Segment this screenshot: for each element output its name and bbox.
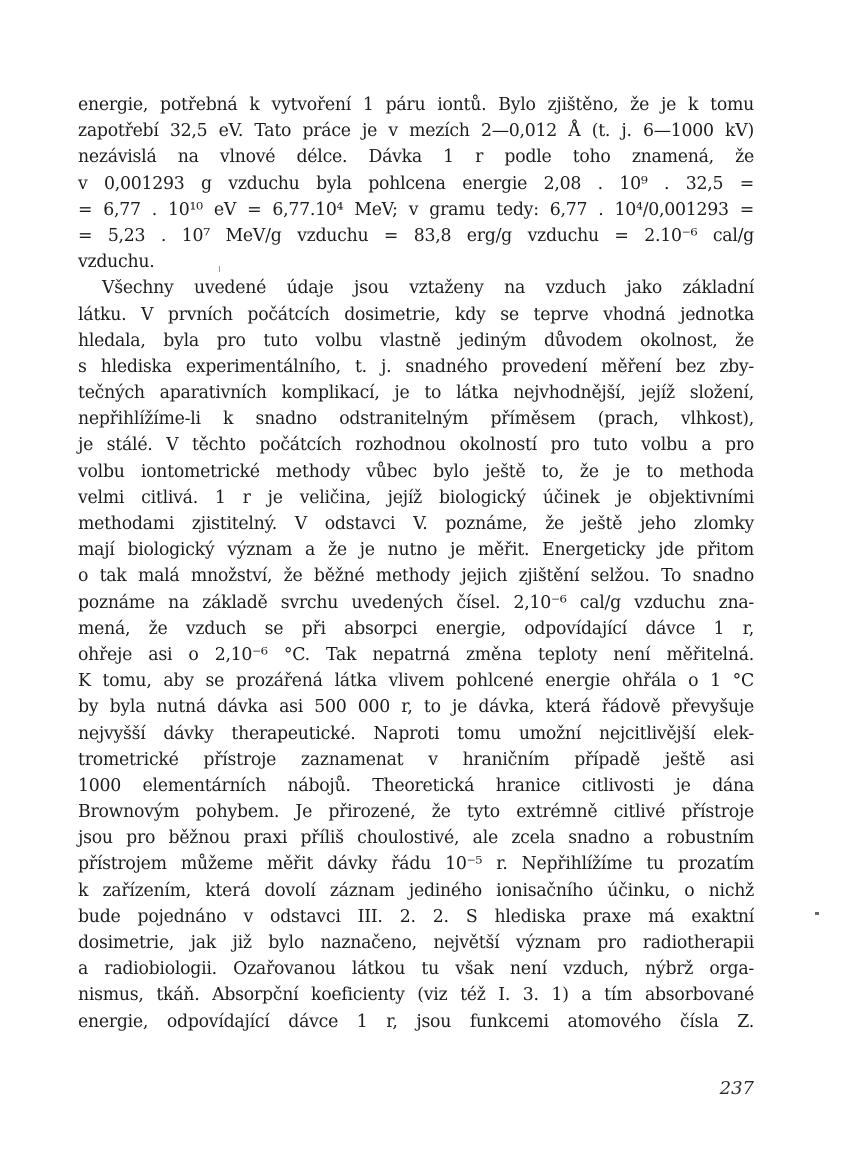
body-text	[78, 92, 754, 1035]
text-line: volbu iontometrické methody vůbec bylo ještě to, že je to methoda	[78, 461, 754, 482]
text-line: přístrojem můžeme měřit dávky řádu 10⁻⁵ r. Nepřihlížíme tu prozatím	[78, 854, 754, 875]
text-line: 1000 elementárních nábojů. Theoretická hranice citlivosti je dána	[78, 775, 754, 796]
text-line: velmi citlivá. 1 r je veličina, jejíž biologický účinek je objektivními	[78, 487, 754, 508]
text-line: bude pojednáno v odstavci III. 2. 2. S hlediska praxe má exaktní	[78, 906, 754, 927]
text-line: nepřihlížíme-li k snadno odstranitelným příměsem (prach, vlhkost),	[78, 409, 754, 430]
text-line: a radiobiologii. Ozařovanou látkou tu však není vzduch, nýbrž orga-	[78, 959, 754, 980]
text-line: trometrické přístroje zaznamenat v hraničním případě ještě asi	[78, 749, 754, 770]
scan-edge-mark	[815, 912, 819, 915]
text-line: s hlediska experimentálního, t. j. snadného provedení měření bez zby-	[78, 356, 754, 377]
text-line: zapotřebí 32,5 eV. Tato práce je v mezích 2—0,012 Å (t. j. 6—1000 kV)	[78, 121, 754, 142]
text-line: mená, že vzduch se při absorpci energie, odpovídající dávce 1 r,	[78, 618, 754, 639]
text-line: methodami zjistitelný. V odstavci V. poznáme, že ještě jeho zlomky	[78, 514, 754, 534]
text-line: je stálé. V těchto počátcích rozhodnou okolností pro tuto volbu a pro	[78, 435, 754, 456]
text-line: ohřeje asi o 2,10⁻⁶ °C. Tak nepatrná změna teploty není měřitelná.	[78, 644, 754, 665]
text-line: K tomu, aby se prozářená látka vlivem pohlcené energie ohřála o 1 °C	[78, 671, 754, 692]
text-line: jsou pro běžnou praxi příliš choulostivé, ale zcela snadno a robustním	[78, 828, 754, 849]
text-line: vzduchu.	[78, 252, 155, 273]
text-line: dosimetrie, jak již bylo naznačeno, největší význam pro radiotherapii	[78, 933, 754, 953]
text-line: hledala, byla pro tuto volbu vlastně jediným důvodem okolnost, že	[78, 330, 754, 351]
text-line: poznáme na základě svrchu uvedených čísel. 2,10⁻⁶ cal/g vzduchu zna-	[78, 592, 754, 613]
scan-speck	[219, 266, 220, 272]
text-line: nismus, tkáň. Absorpční koeficienty (viz též I. 3. 1) a tím absorbované	[78, 985, 754, 1006]
text-line: mají biologický význam a že je nutno je měřit. Energeticky jde přitom	[78, 540, 754, 561]
text-line: by byla nutná dávka asi 500 000 r, to je dávka, která řádově převyšuje	[78, 697, 754, 718]
text-line: energie, odpovídající dávce 1 r, jsou funkcemi atomového čísla Z.	[78, 1011, 754, 1032]
text-line: = 5,23 . 10⁷ MeV/g vzduchu = 83,8 erg/g vzduchu = 2.10⁻⁶ cal/g	[78, 225, 754, 246]
text-line: Brownovým pohybem. Je přirozené, že tyto extrémně citlivé přístroje	[78, 802, 754, 823]
text-line: energie, potřebná k vytvoření 1 páru iontů. Bylo zjištěno, že je k tomu	[78, 95, 754, 115]
text-line: k zařízením, která dovolí záznam jediného ionisačního účinku, o nichž	[78, 880, 754, 901]
page-number: 237	[719, 1078, 754, 1099]
text-line: látku. V prvních počátcích dosimetrie, kdy se teprve vhodná jednotka	[78, 304, 754, 325]
text-line: Všechny uvedené údaje jsou vztaženy na vzduch jako základní	[102, 278, 754, 299]
text-line: nejvyšší dávky therapeutické. Naproti tomu umožní nejcitlivější elek-	[78, 723, 754, 744]
text-line: v 0,001293 g vzduchu byla pohlcena energie 2,08 . 10⁹ . 32,5 =	[78, 173, 754, 194]
text-line: tečných aparativních komplikací, je to látka nejvhodnější, jejíž složení,	[78, 383, 754, 404]
text-line: = 6,77 . 10¹⁰ eV = 6,77.10⁴ MeV; v gramu tedy: 6,77 . 10⁴/0,001293 =	[78, 199, 754, 220]
text-line: nezávislá na vlnové délce. Dávka 1 r podle toho znamená, že	[78, 147, 754, 168]
text-line: o tak malá množství, že běžné methody jejich zjištění selžou. To snadno	[78, 566, 754, 587]
